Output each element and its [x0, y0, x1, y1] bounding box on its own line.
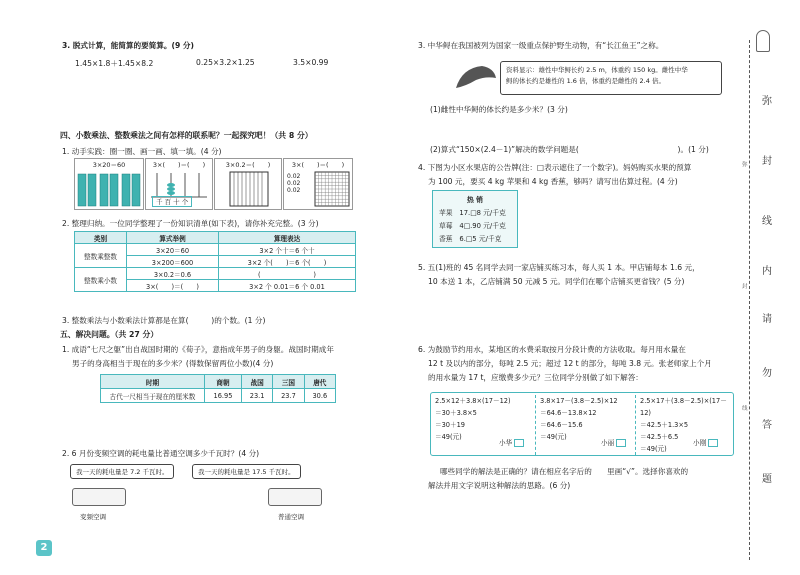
dec-1: 0.02 [287, 173, 301, 180]
p1-line1: 1. 成语“七尺之躯”出自战国时期的《荀子》，意指成年男子的身躯。战国时期成年 [62, 345, 334, 354]
table-cell: 商朝 [205, 375, 242, 389]
step: ＝49(元) [435, 433, 462, 441]
xiaogang-check[interactable] [693, 437, 718, 449]
step: ＝42.5＋6.5 [640, 433, 679, 441]
side-char: 线 [762, 216, 772, 227]
table-cell: 3×( )＝( ) [127, 280, 219, 292]
rocket-icon [756, 30, 770, 52]
r-q4-line2: 为 100 元，要买 4 kg 苹果和 4 kg 香蕉，够吗？请写出估算过程。(4 分) [428, 177, 678, 186]
xiaoli-check[interactable] [601, 437, 626, 449]
table-cell: 3×20＝60 [127, 244, 219, 256]
table-cell: 整数乘整数 [75, 244, 127, 268]
section-5-title: 五、解决问题。（共 27 分） [60, 330, 159, 339]
r-q3-title: 3. 中华鲟在我国被列为国家一级重点保护野生动物，有“长江鱼王”之称。 [418, 41, 664, 50]
side-char: 弥 [762, 96, 772, 107]
step: ＝30＋3.8×5 [435, 409, 477, 417]
solution-xiaohua [435, 395, 511, 443]
table-cell: 唐代 [304, 375, 335, 389]
expr-2: 0.25×3.2×1.25 [196, 58, 255, 67]
decimal-labels [287, 173, 300, 194]
board-title: 热 销 [467, 196, 483, 204]
table-cell: 30.6 [304, 389, 335, 403]
step: ＝49(元) [640, 445, 667, 453]
checkbox[interactable] [616, 439, 626, 447]
info-line-2: 鲟的体长约是雄性的 1.6 倍，体重约是雌性的 2.4 倍。 [506, 77, 665, 85]
step: ＝64.6－15.6 [540, 421, 583, 429]
side-char: 封 [762, 156, 772, 167]
r-q6-question2: 解法并用文字说明这种解法的思路。(6 分) [428, 481, 571, 490]
table-cell: 3×200＝600 [127, 256, 219, 268]
step: 3.8×17－(3.8－2.5)×12 [540, 397, 618, 405]
r-q6-line2: 12 t 及以内的部分，每吨 2.5 元；超过 12 t 的部分，每吨 3.8 元。张老师家上个月 [428, 359, 712, 368]
card-3 [214, 158, 282, 210]
ruler-table [100, 374, 336, 403]
blocks-figure [76, 172, 144, 208]
q3-title: 3. 脱式计算，能简算的要简算。(9 分) [62, 41, 194, 50]
board-row [439, 220, 511, 233]
r-q6-line3: 的用水量为 17 t，应缴费多少元？三位同学分别做了如下解答： [428, 373, 643, 382]
table-cell: 16.95 [205, 389, 242, 403]
side-small-char: 线 [742, 406, 748, 412]
checkbox[interactable] [514, 439, 524, 447]
expr-1: 1.45×1.8＋1.45×8.2 [75, 59, 154, 68]
step: ＝64.6－13.8×12 [540, 409, 597, 417]
expr-3: 3.5×0.99 [293, 58, 329, 67]
dec-2: 0.02 [287, 180, 301, 187]
knowledge-table [74, 231, 356, 292]
table-cell: 整数乘小数 [75, 268, 127, 292]
side-char: 勿 [762, 368, 772, 379]
side-small-char: 弥 [742, 162, 748, 168]
solutions-box [430, 392, 734, 456]
r-q5-line1: 5. 五(1)班的 45 名同学去同一家店铺买练习本，每人买 1 本。甲店铺每本 1.6 元， [418, 263, 700, 272]
fruit-name: 苹果 [439, 209, 453, 217]
card-4-label: 3×( )＝( ) [291, 161, 345, 169]
table-cell: 3×2 个十＝6 个十 [219, 244, 356, 256]
student-name: 小丽 [601, 439, 615, 447]
price-board [432, 190, 518, 248]
table-cell: ( ) [219, 268, 356, 280]
table-cell: 战国 [241, 375, 272, 389]
step: ＝30＋19 [435, 421, 465, 429]
card-1 [74, 158, 144, 210]
checkbox[interactable] [708, 439, 718, 447]
th-reason: 算理表达 [219, 232, 356, 244]
th-example: 算式举例 [127, 232, 219, 244]
p2-title: 2. 6 月份变频空调的耗电量比普通空调多少千瓦时？(4 分) [62, 449, 260, 458]
abacus-label: 千 百 十 个 [152, 196, 192, 207]
board-row [439, 207, 511, 220]
section-4-title: 四、小数乘法、整数乘法之间有怎样的联系呢？一起探究吧！（共 8 分） [60, 131, 313, 140]
step: ＝49(元) [540, 433, 567, 441]
ac-inverter-icon [72, 488, 126, 506]
ac-normal-icon [268, 488, 322, 506]
ac-inverter-label: 变频空调 [80, 513, 106, 521]
q3b: 3. 整数乘法与小数乘法计算都是在算( )的个数。(1 分) [62, 316, 266, 325]
fruit-price: 4□.90 元/千克 [459, 222, 506, 230]
table-cell: 23.7 [273, 389, 304, 403]
table-cell: 3×2 个 0.01＝6 个 0.01 [219, 280, 356, 292]
p1-line2: 男子的身高相当于现在的多少米？(得数保留两位小数)(4 分) [72, 359, 274, 368]
step: 2.5×12＋3.8×(17－12) [435, 397, 511, 405]
r-q4-line1: 4. 下图为小区水果店的公告牌(注：□表示遮住了一个数字)。妈妈购买水果的预算 [418, 163, 692, 172]
q1-title: 1. 动手实践：圈一圈、画一画、填一填。(4 分) [62, 147, 222, 156]
card-3-label: 3×0.2＝( ) [225, 161, 271, 169]
th-category: 类别 [75, 232, 127, 244]
r-q3-sub2: (2)算式“150×(2.4－1)”解决的数学问题是( )。(1 分) [430, 145, 709, 154]
card-2 [145, 158, 213, 210]
r-q6-question1: 哪些同学的解法是正确的？请在相应名字后的 里画“√”。选择你喜欢的 [440, 467, 689, 476]
binding-line [749, 40, 750, 560]
fruit-price: 17.□8 元/千克 [459, 209, 506, 217]
side-small-char: 封 [742, 284, 748, 290]
table-cell: 时期 [101, 375, 205, 389]
card-4 [283, 158, 353, 210]
side-char: 答 [762, 420, 772, 431]
card-2-label: 3×( )＝( ) [152, 161, 206, 169]
grid-strips [229, 171, 269, 207]
table-cell: 23.1 [241, 389, 272, 403]
hundred-grid [314, 171, 350, 207]
abacus-figure [147, 171, 213, 199]
step: ＝42.5＋1.3×5 [640, 421, 689, 429]
side-char: 题 [762, 474, 772, 485]
ac-normal-label: 普通空调 [278, 513, 304, 521]
table-cell: 古代一尺相当于现在的厘米数 [101, 389, 205, 403]
info-box [500, 61, 722, 95]
table-cell: 3×0.2＝0.6 [127, 268, 219, 280]
sturgeon-icon [452, 58, 498, 98]
q2-title: 2. 整理归纳。一位同学整理了一份知识清单(如下表)，请你补充完整。(3 分) [62, 219, 319, 228]
dec-3: 0.02 [287, 187, 301, 194]
r-q5-line2: 10 本送 1 本，乙店铺满 50 元减 5 元。同学们在哪个店铺买更省钱？(5 分) [428, 277, 685, 286]
fruit-price: 6.□5 元/千克 [459, 235, 502, 243]
fruit-name: 香蕉 [439, 235, 453, 243]
bubble-normal: 我一天的耗电量是 17.5 千瓦时。 [192, 464, 301, 479]
info-line-1: 资料显示：雄性中华鲟长约 2.5 m，体重约 150 kg。雌性中华 [506, 66, 688, 74]
student-name: 小刚 [693, 439, 707, 447]
r-q6-line1: 6. 为鼓励节约用水，某地区的水费采取按月分段计费的方法收取。每月用水量在 [418, 345, 686, 354]
table-cell: 三国 [273, 375, 304, 389]
solution-xiaogang [635, 395, 733, 455]
step: 2.5×17＋(3.8－2.5)×(17－12) [640, 397, 727, 417]
r-q3-sub1: (1)雌性中华鲟的体长约是多少米？(3 分) [430, 105, 568, 114]
side-char: 请 [762, 314, 772, 325]
student-name: 小华 [499, 439, 513, 447]
side-char: 内 [762, 266, 772, 277]
bubble-inverter: 我一天的耗电量是 7.2 千瓦时。 [70, 464, 174, 479]
card-1-label: 3×20＝60 [92, 161, 126, 169]
table-cell: 3×2 个( )＝6 个( ) [219, 256, 356, 268]
page-number: 2 [36, 540, 52, 556]
fruit-name: 草莓 [439, 222, 453, 230]
xiaohua-check[interactable] [499, 437, 524, 449]
board-row [439, 233, 511, 246]
